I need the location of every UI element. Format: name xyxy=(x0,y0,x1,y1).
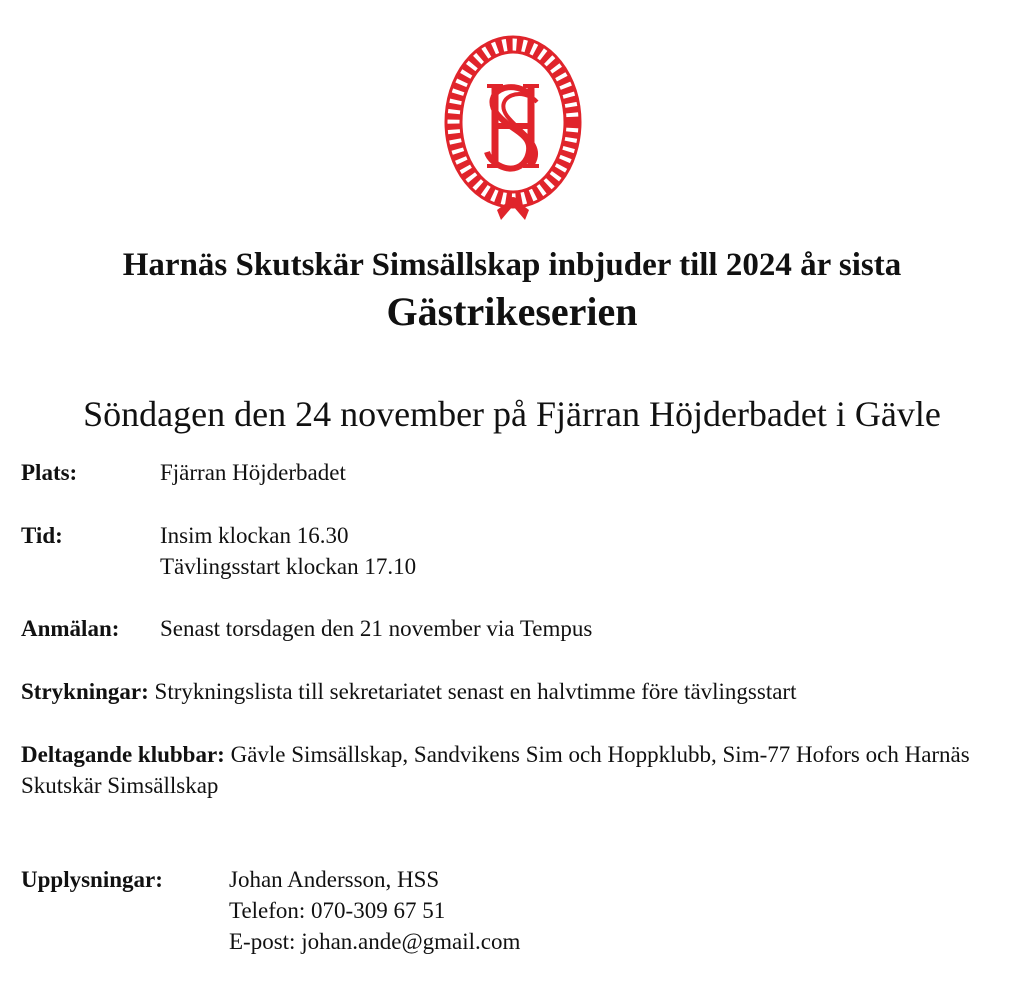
contact-name: Johan Andersson, HSS xyxy=(229,867,440,892)
tid-label: Tid: xyxy=(21,523,63,548)
tid-row xyxy=(21,520,63,551)
event-date-location: Söndagen den 24 november på Fjärran Höjderbadet i Gävle xyxy=(83,394,941,434)
upplysningar-label: Upplysningar: xyxy=(21,867,163,892)
strykningar-label: Strykningar: xyxy=(21,679,149,704)
anmalan-label: Anmälan: xyxy=(21,616,120,641)
deltagande-klubbar-label: Deltagande klubbar: xyxy=(21,742,225,767)
anmalan-value: Senast torsdagen den 21 november via Tempus xyxy=(160,616,593,641)
plats-value: Fjärran Höjderbadet xyxy=(160,460,346,485)
strykningar-value: Strykningslista till sekretariatet senast en halvtimme före tävlingsstart xyxy=(154,679,797,704)
upplysningar-row xyxy=(21,864,163,895)
plats-label: Plats: xyxy=(21,460,78,485)
deltagande-klubbar-value: Gävle Simsällskap, Sandvikens Sim och Hoppklubb, Sim-77 Hofors och Harnäs Skutskär Simsällskap xyxy=(21,742,970,798)
event-name-title: Gästrikeserien xyxy=(386,289,638,334)
plats-row xyxy=(21,457,77,488)
contact-email: E-post: johan.ande@gmail.com xyxy=(229,929,521,954)
contact-phone: Telefon: 070-309 67 51 xyxy=(229,898,446,923)
tid-value-line-1: Insim klockan 16.30 xyxy=(160,523,349,548)
strykningar-row xyxy=(21,676,1011,707)
anmalan-row xyxy=(21,613,119,644)
tid-value-line-2: Tävlingsstart klockan 17.10 xyxy=(160,554,417,579)
club-emblem-logo xyxy=(441,34,585,224)
invitation-title-line-1: Harnäs Skutskär Simsällskap inbjuder till 2024 år sista xyxy=(122,247,902,283)
deltagande-klubbar-row xyxy=(21,739,1011,801)
